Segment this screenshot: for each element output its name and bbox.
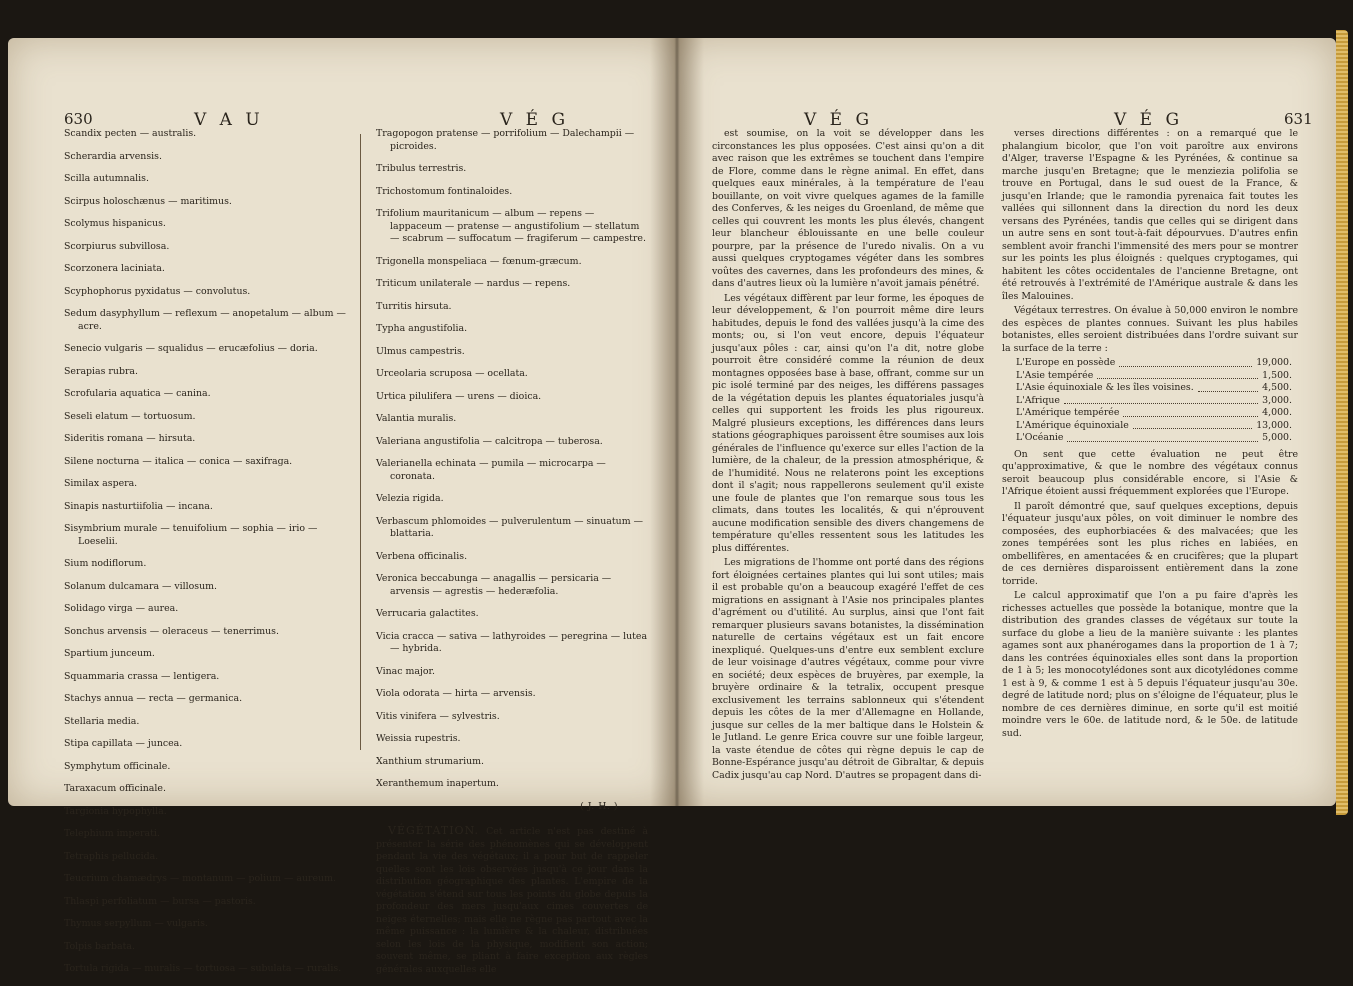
region-name: L'Océanie	[1016, 432, 1064, 443]
species-count: 1,500.	[1262, 369, 1292, 381]
index-entry: Sideritis romana — hirsuta.	[64, 433, 196, 444]
region-name: L'Asie équinoxiale & les îles voisines.	[1016, 382, 1194, 393]
index-entry: Silene nocturna — italica — conica — saxifraga.	[64, 455, 293, 467]
index-entry: Weissia rupestris.	[376, 733, 461, 744]
index-column-2-entries	[376, 128, 648, 791]
index-entry: Serapias rubra.	[64, 365, 138, 377]
index-entry: Solidago virga — aurea.	[64, 603, 179, 614]
region-name: L'Amérique tempérée	[1016, 407, 1120, 418]
region-name: L'Europe en possède	[1016, 357, 1116, 368]
column-2-count-intro: Végétaux terrestres. On évalue à 50,000 environ le nombre des espèces de plantes connues. Suivant les plus habiles botanistes, elles seroient distribuées dans l'ordre suivant sur la surface de la terre :	[1002, 305, 1298, 354]
index-entry: Triticum unilaterale — nardus — repens.	[376, 278, 571, 289]
index-entry: Similax aspera.	[64, 478, 138, 489]
index-entry: Scolymus hispanicus.	[64, 218, 166, 229]
index-entry: Tetraphis pellucida.	[64, 850, 159, 862]
index-column-1	[64, 128, 346, 986]
index-entry: Stachys annua — recta — germanica.	[64, 693, 243, 704]
author-signature: ( J. H. )	[580, 800, 618, 812]
index-entry: Symphytum officinale.	[64, 760, 171, 772]
running-head-right-a: V É G	[804, 110, 874, 130]
index-entry: Urtica pilulifera — urens — dioica.	[376, 390, 542, 402]
article-title: VÉGÉTATION.	[388, 824, 479, 837]
index-entry: Telephium imperati.	[64, 828, 160, 839]
leader-dots	[1119, 357, 1252, 367]
running-head-left-a: V A U	[194, 110, 264, 130]
species-count: 3,000.	[1262, 394, 1292, 406]
text-column-2	[1002, 128, 1298, 742]
species-count: 4,000.	[1262, 407, 1292, 418]
index-entry: Sinapis nasturtiifolia — incana.	[64, 500, 213, 512]
index-entry: Sonchus arvensis — oleraceus — tenerrimus.	[64, 625, 279, 637]
index-entry: Vinac major.	[376, 665, 435, 677]
index-entry: Scorzonera laciniata.	[64, 263, 165, 274]
distribution-row	[1016, 357, 1298, 370]
index-entry: Scorpiurus subvillosa.	[64, 240, 170, 252]
page-number-left: 630	[64, 110, 93, 128]
right-page	[676, 38, 1336, 806]
column-2-after	[1002, 449, 1298, 741]
leader-dots	[1123, 407, 1258, 417]
text-column-1	[712, 128, 984, 784]
index-entry: Solanum dulcamara — villosum.	[64, 580, 218, 592]
index-entry: Spartium junceum.	[64, 648, 155, 659]
index-entry: Targionia hypophylla.	[64, 805, 167, 817]
index-entry: Taraxacum officinale.	[64, 783, 166, 794]
distribution-row	[1016, 432, 1298, 445]
species-count: 13,000.	[1256, 419, 1292, 431]
index-entry: Vitis vinifera — sylvestris.	[376, 710, 500, 722]
distribution-row	[1016, 420, 1298, 433]
species-count: 5,000.	[1262, 432, 1292, 443]
index-column-2	[376, 128, 648, 978]
index-entry: Stellaria media.	[64, 715, 140, 727]
column-2-intro: verses directions différentes : on a remarqué que le phalangium bicolor, que l'on voit paroître aux environs d'Alger, traverse l'Espagne & les Pyrénées, & continue sa marche jusqu'en Bretagne; que le menziezia polifolia se trouve en Portugal, dans le sud ouest de la France, & jusqu'en Irlande; que le ramondia pyrenaica fait toutes les vallées qui sillonnent dans la direction du nord les deux versans des Pyrénées, tandis que celles qui se dirigent dans un autre sens en sont tout-à-fait dépourvues. D'autres enfin semblent avoir franchi l'immensité des mers pour se montrer sur les points les plus éloignés : quelques cryptogames, qui habitent les côtes occidentales de l'ancienne Bretagne, ont été retrouvés à l'extrémité de l'Amérique australe & dans les îles Malouines.	[1002, 128, 1298, 302]
running-head-left-b: V É G	[500, 110, 570, 130]
index-entry: Valantia muralis.	[376, 413, 457, 424]
index-entry: Seseli elatum — tortuosum.	[64, 410, 196, 422]
index-entry: Turritis hirsuta.	[376, 300, 452, 312]
index-entry: Verrucaria galactites.	[376, 608, 479, 619]
leader-dots	[1133, 420, 1252, 430]
index-entry: Typha angustifolia.	[376, 323, 468, 334]
index-entry: Scirpus holoschænus — maritimus.	[64, 195, 232, 207]
distribution-row	[1016, 407, 1298, 420]
index-entry: Thlaspi perfoliatum — bursa — pastoris.	[64, 895, 256, 907]
index-entry: Tolpis barbata.	[64, 940, 135, 952]
index-entry: Trigonella monspeliaca — fœnum-græcum.	[376, 255, 582, 267]
gilt-page-edges	[1336, 30, 1348, 815]
region-name: L'Afrique	[1016, 394, 1060, 406]
article-vegetation	[376, 825, 648, 976]
index-entry: Squammaria crassa — lentigera.	[64, 670, 220, 682]
species-count: 19,000.	[1256, 357, 1292, 368]
index-entry: Valerianella echinata — pumila — microcarpa — coronata.	[376, 458, 606, 482]
index-entry: Trichostomum fontinaloides.	[376, 185, 513, 197]
species-distribution-list	[1016, 357, 1298, 445]
index-entry: Tortula rigida — muralis — tortuosa — subulata — ruralis.	[64, 963, 342, 974]
index-entry: Veronica beccabunga — anagallis — persicaria — arvensis — agrestis — hederæfolia.	[376, 573, 612, 597]
running-head-right-b: V É G	[1114, 110, 1184, 130]
index-entry: Sisymbrium murale — tenuifolium — sophia — irio — Loeselii.	[64, 523, 318, 547]
index-entry: Sedum dasyphyllum — reflexum — anopetalum — album — acre.	[64, 308, 346, 332]
index-entry: Viola odorata — hirta — arvensis.	[376, 688, 536, 699]
index-entry: Thymus serpyllum — vulgaris.	[64, 918, 208, 929]
index-entry: Scilla autumnalis.	[64, 173, 149, 184]
index-entry: Urceolaria scruposa — ocellata.	[376, 368, 528, 379]
index-entry: Ulmus campestris.	[376, 345, 465, 357]
index-entry: Tribulus terrestris.	[376, 163, 467, 174]
left-page	[8, 38, 676, 975]
paragraph: Il paroît démontré que, sauf quelques exceptions, depuis l'équateur jusqu'aux pôles, on voit diminuer le nombre des composées, des euphorbiacées & des malvacées; que les zones tempérées sont les plus riches en labiées, en ombellifères, en amentacées & en crucifères; que la plupart de ces dernières disparoissent entièrement dans la zone torride.	[1002, 500, 1298, 587]
index-entry: Teucrium chamædrys — montanum — polium — aureum.	[64, 873, 336, 884]
index-entry: Senecio vulgaris — squalidus — erucæfolius — doria.	[64, 343, 318, 354]
leader-dots	[1067, 432, 1258, 442]
distribution-row	[1016, 382, 1298, 395]
distribution-row	[1016, 395, 1298, 408]
index-entry: Velezia rigida.	[376, 493, 444, 504]
paragraph: Les végétaux diffèrent par leur forme, les époques de leur développement, & l'on pourroit même dire leurs habitudes, depuis le fond des vallées jusqu'à la cime des monts; ou, si l'on veut encore, depuis l'équateur jusqu'aux pôles : car, ainsi qu'on l'a dit, notre globe pourroit être considéré comme la réunion de deux montagnes opposées base à base, offrant, comme sur un pic isolé terminé par des neiges, les différens passages de la végétation depuis les plantes équatoriales jusqu'à celles qui supportent les froids les plus rigoureux. Malgré plusieurs exceptions, les différences dans leurs stations géographiques paroissent être soumises aux lois générales de l'influence qu'exerce sur elles l'action de la lumière, de la chaleur, de la pression atmosphérique, & de l'humidité. Nous ne relaterons point les exceptions dont il s'agit; nous rappellerons seulement qu'il existe une foule de plantes que l'on remarque sous tous les climats, dans toutes les localités, & qui n'éprouvent aucune modification sensible des divers changemens de température qu'elles ressentent sous les latitudes les plus différentes.	[712, 292, 984, 554]
region-name: L'Amérique équinoxiale	[1016, 419, 1129, 431]
index-entry: Stipa capillata — juncea.	[64, 738, 183, 749]
paragraph: On sent que cette évaluation ne peut être qu'approximative, & que le nombre des végétaux connus seroit beaucoup plus considérable encore, si l'Asie & l'Afrique étoient aussi fréquemment explorées que l'Europe.	[1002, 448, 1298, 497]
index-entry: Scrofularia aquatica — canina.	[64, 388, 211, 399]
index-entry: Verbascum phlomoides — pulverulentum — sinuatum — blattaria.	[376, 515, 643, 539]
page-number-right: 631	[1284, 110, 1313, 128]
index-entry: Trifolium mauritanicum — album — repens — lappaceum — pratense — angustifolium — stellatum — scabrum — suffocatum — fragiferum — campestre.	[376, 208, 646, 244]
region-name: L'Asie tempérée	[1016, 369, 1094, 381]
column-rule	[360, 134, 361, 750]
index-entry: Scandix pecten — australis.	[64, 128, 197, 139]
paragraph: Les migrations de l'homme ont porté dans des régions fort éloignées certaines plantes qui lui sont utiles; mais il est probable qu'on a beaucoup exagéré l'effet de ces migrations en assignant à l'Asie nos principales plantes d'agrément ou d'utilité. Au surplus, ainsi que l'ont fait remarquer plusieurs savans botanistes, la dissémination naturelle de certains végétaux est un fait encore inexpliqué. Quelques-uns d'entre eux semblent exclure de leur voisinage d'autres végétaux, comme pour vivre en société; deux espèces de bruyères, par exemple, la bruyère ordinaire & la tetralix, occupent presque exclusivement les terrains sablonneux qui s'étendent depuis les côtes de la mer d'Allemagne en Hollande, jusque sur celles de la mer baltique dans le Holstein & le Jutland. Le genre Erica couvre sur une foible largeur, la vaste étendue de côtes qui règne depuis le cap de Bonne-Espérance jusqu'au détroit de Gibraltar, & depuis Cadix jusqu'au cap Nord. D'autres se propagent dans di-	[712, 557, 984, 781]
index-entry: Valeriana angustifolia — calcitropa — tuberosa.	[376, 435, 603, 447]
species-count: 4,500.	[1262, 382, 1292, 393]
leader-dots	[1064, 395, 1258, 405]
index-entry: Xanthium strumarium.	[376, 755, 484, 767]
index-entry: Xeranthemum inapertum.	[376, 778, 499, 789]
paragraph: Le calcul approximatif que l'on a pu faire d'après les richesses actuelles que possède la botanique, montre que la distribution des grandes classes de végétaux sur toute la surface du globe a lieu de la manière suivante : les plantes agames sont aux phanérogames dans la proportion de 1 à 7; dans les contrées équinoxiales elles sont dans la proportion de 1 à 5; les monocotylédones sont aux dicotylédones comme 1 est à 9, & comme 1 est à 5 depuis l'équateur jusqu'au 30e. degré de latitude nord; plus on s'éloigne de l'équateur, plus le nombre de ces dernières diminue, en sorte qu'il est moitié moindre vers le 60e. de latitude nord, & le 50e. de latitude sud.	[1002, 590, 1298, 739]
index-entry: Scyphophorus pyxidatus — convolutus.	[64, 285, 251, 297]
article-text: Cet article n'est pas destiné à présenter la série des phénomènes qui se développent pendant la vie des végétaux; il a pour but de rappeler quelles sont les lois observées jusqu'à ce jour dans la distribution géographique des plantes. L'empire de la végétation s'étend sur tous les points du globe depuis la profondeur des mers jusqu'aux cimes couvertes de neiges éternelles; mais elle ne règne pas partout avec la même puissance : la lumière & la chaleur, distribuées selon les lois de la physique, modifient son action; souvent même, se pliant à faire exception aux règles générales auxquelles elle	[376, 826, 649, 975]
leader-dots	[1097, 370, 1258, 380]
paragraph: est soumise, on la voit se développer dans les circonstances les plus opposées. C'est ainsi qu'on a dit avec raison que les extrêmes se touchent dans l'empire de Flore, comme dans le règne animal. En effet, dans quelques eaux minérales, à la température de l'eau bouillante, on voit vivre quelques agames de la famille des Conferves, & les neiges du Groenland, de même que celles qui couvrent les monts les plus élevés, changent leur blancheur éblouissante en une belle couleur pourpre, par la présence de l'uredo nivalis. On a vu aussi quelques cryptogames végéter dans les sombres voûtes des cavernes, dans les profondeurs des mines, & dans d'autres lieux où la lumière n'avoit jamais pénétré.	[712, 128, 984, 289]
index-entry: Vicia cracca — sativa — lathyroides — peregrina — lutea — hybrida.	[376, 630, 648, 654]
leader-dots	[1198, 382, 1258, 392]
index-entry: Tragopogon pratense — porrifolium — Dalechampii — picroides.	[376, 128, 635, 152]
index-entry: Sium nodiflorum.	[64, 558, 147, 569]
index-entry: Verbena officinalis.	[376, 550, 468, 562]
index-entry: Scherardia arvensis.	[64, 150, 162, 162]
distribution-row	[1016, 370, 1298, 383]
